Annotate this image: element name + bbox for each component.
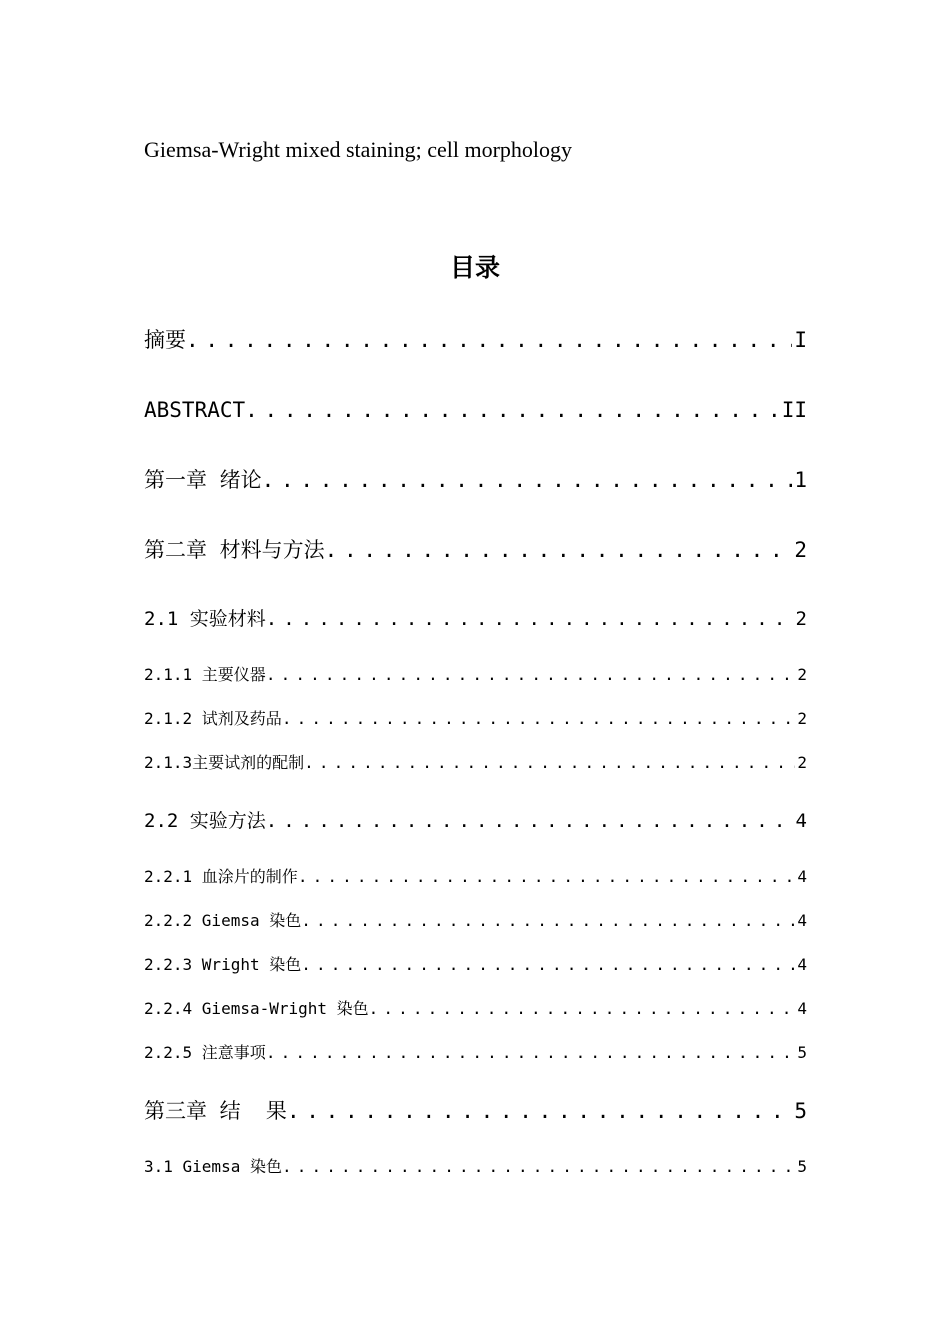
toc-entry-page: II [781,398,807,422]
toc-entry-label: 2.1.2 试剂及药品 [144,709,282,728]
toc-entry-section-2-2-1[interactable] [144,866,807,888]
toc-entry-label: 3.1 Giemsa 染色 [144,1157,282,1176]
toc-entry-label: 第一章 绪论 [144,468,262,492]
toc-dot-leader [369,998,796,1020]
toc-entry-section-2-2-2[interactable] [144,910,807,932]
toc-entry-page: 2 [797,753,807,772]
toc-entry-page: 2 [797,709,807,728]
toc-entry-label: 2.2.5 注意事项 [144,1043,266,1062]
toc-entry-section-2-2-3[interactable] [144,954,807,976]
toc-dot-leader [301,910,795,932]
toc-entry-label: 2.2.4 Giemsa-Wright 染色 [144,999,369,1018]
toc-entry-chapter-3[interactable] [144,1097,807,1125]
toc-dot-leader [282,1156,795,1178]
toc-dot-leader [287,1097,792,1125]
toc-dot-leader [245,396,780,424]
toc-entry-page: 5 [797,1157,807,1176]
toc-entry-label: 2.2 实验方法 [144,810,266,832]
toc-dot-leader [266,664,796,686]
toc-dot-leader [304,752,795,774]
table-of-contents [144,0,807,1344]
toc-entry-section-2-1-1[interactable] [144,664,807,686]
toc-entry-section-2-1-3[interactable] [144,752,807,774]
toc-entry-label: ABSTRACT [144,398,246,422]
toc-entry-section-2-2-5[interactable] [144,1042,807,1064]
toc-entry-abstract-en[interactable] [144,396,807,424]
toc-entry-page: 2 [797,665,807,684]
toc-entry-label: 2.2.1 血涂片的制作 [144,867,298,886]
toc-entry-label: 第三章 结 果 [144,1099,287,1123]
toc-dot-leader [262,466,793,494]
toc-title: 目录 [449,253,500,282]
toc-entry-page: 4 [797,867,807,886]
toc-entry-page: I [794,328,807,352]
toc-dot-leader [282,708,796,730]
toc-dot-leader [325,536,793,564]
toc-entry-section-2-1[interactable] [144,606,807,632]
toc-entry-page: 4 [797,911,807,930]
toc-entry-section-2-2[interactable] [144,808,807,834]
toc-entry-section-2-1-2[interactable] [144,708,807,730]
toc-entry-label: 2.1 实验材料 [144,608,266,630]
toc-entry-label: 2.1.3主要试剂的配制 [144,753,305,772]
toc-entry-chapter-1[interactable] [144,466,807,494]
toc-dot-leader [186,326,792,354]
toc-entry-page: 2 [795,608,807,630]
toc-dot-leader [301,954,795,976]
toc-entry-page: 2 [794,538,807,562]
toc-entry-page: 4 [797,999,807,1018]
toc-entry-section-3-1[interactable] [144,1156,807,1178]
toc-dot-leader [266,808,794,834]
toc-dot-leader [298,866,796,888]
toc-entry-page: 4 [797,955,807,974]
toc-entry-label: 第二章 材料与方法 [144,538,325,562]
toc-entry-label: 2.2.3 Wright 染色 [144,955,302,974]
toc-entry-abstract-cn[interactable] [144,326,807,354]
toc-entry-page: 5 [794,1099,807,1123]
toc-entry-label: 摘要 [144,328,186,352]
toc-entry-label: 2.1.1 主要仪器 [144,665,266,684]
toc-entry-label: 2.2.2 Giemsa 染色 [144,911,302,930]
toc-entry-chapter-2[interactable] [144,536,807,564]
toc-entry-page: 1 [794,468,807,492]
toc-entry-section-2-2-4[interactable] [144,998,807,1020]
toc-dot-leader [266,1042,796,1064]
toc-entry-page: 4 [795,810,807,832]
keywords-line: Giemsa-Wright mixed staining; cell morphology [144,137,573,162]
toc-entry-page: 5 [797,1043,807,1062]
toc-dot-leader [266,606,794,632]
